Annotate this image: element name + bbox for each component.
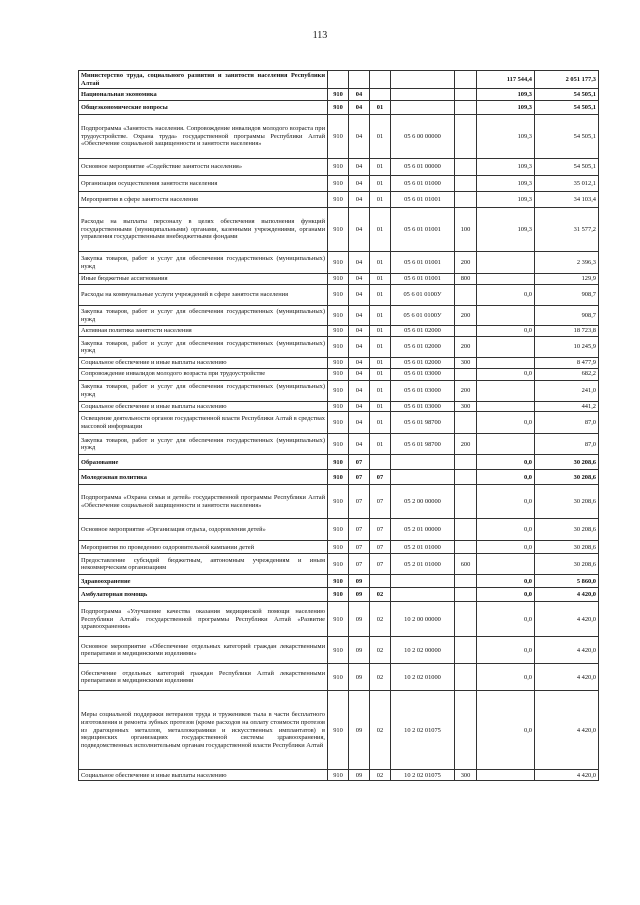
row-admin-code [328,71,349,89]
row-subsection-code: 01 [370,326,391,337]
row-total-amount: 441,2 [535,401,599,412]
row-total-amount: 30 208,6 [535,554,599,575]
row-admin-code: 910 [328,602,349,637]
table-row [79,664,599,691]
row-expense-code [455,541,477,554]
row-change-amount: 0,0 [477,664,535,691]
row-target-code: 05 6 01 01001 [391,274,455,285]
row-change-amount [477,358,535,369]
row-subsection-code [370,71,391,89]
row-name: Иные бюджетные ассигнования [79,274,328,285]
row-expense-code: 100 [455,208,477,252]
row-change-amount: 0,0 [477,602,535,637]
row-subsection-code: 01 [370,285,391,306]
row-subsection-code: 01 [370,337,391,358]
row-section-code: 04 [349,101,370,115]
row-expense-code [455,588,477,602]
row-subsection-code: 02 [370,770,391,781]
row-admin-code: 910 [328,89,349,101]
row-section-code: 07 [349,470,370,485]
row-name: Общеэкономические вопросы [79,101,328,115]
row-target-code [391,470,455,485]
row-target-code: 05 2 01 01000 [391,541,455,554]
row-section-code: 09 [349,588,370,602]
row-subsection-code: 02 [370,637,391,664]
row-section-code: 07 [349,519,370,541]
row-admin-code: 910 [328,575,349,588]
row-change-amount: 109,3 [477,159,535,176]
row-expense-code [455,455,477,470]
row-target-code: 10 2 02 01075 [391,691,455,770]
row-subsection-code: 01 [370,208,391,252]
row-name: Образование [79,455,328,470]
row-target-code [391,89,455,101]
row-total-amount: 4 420,0 [535,691,599,770]
table-row [79,485,599,519]
row-target-code: 05 2 01 00000 [391,519,455,541]
row-target-code: 05 6 01 02000 [391,326,455,337]
row-target-code: 05 6 01 02000 [391,358,455,369]
row-section-code: 04 [349,252,370,274]
row-change-amount: 109,3 [477,208,535,252]
table-row [79,337,599,358]
table-row [79,208,599,252]
row-admin-code: 910 [328,664,349,691]
row-change-amount: 0,0 [477,541,535,554]
row-change-amount [477,337,535,358]
row-change-amount [477,401,535,412]
row-change-amount: 0,0 [477,368,535,380]
row-name: Молодежная политика [79,470,328,485]
row-total-amount: 5 860,0 [535,575,599,588]
row-section-code: 09 [349,664,370,691]
row-section-code: 04 [349,337,370,358]
table-row [79,588,599,602]
row-target-code: 10 2 02 01000 [391,664,455,691]
row-subsection-code: 07 [370,554,391,575]
row-subsection-code: 07 [370,519,391,541]
row-target-code: 05 6 01 01001 [391,192,455,208]
row-change-amount [477,252,535,274]
row-name: Предоставление субсидий бюджетным, автономным учреждениям и иным некоммерческим организациям [79,554,328,575]
row-expense-code [455,575,477,588]
row-section-code: 04 [349,358,370,369]
row-expense-code [455,470,477,485]
row-section-code: 09 [349,691,370,770]
row-admin-code: 910 [328,554,349,575]
table-row [79,252,599,274]
row-admin-code: 910 [328,401,349,412]
row-name: Социальное обеспечение и иные выплаты населению [79,358,328,369]
row-admin-code: 910 [328,380,349,401]
table-row [79,380,599,401]
table-row [79,554,599,575]
row-total-amount: 30 208,6 [535,470,599,485]
row-change-amount: 109,3 [477,115,535,159]
row-name: Национальная экономика [79,89,328,101]
row-change-amount: 0,0 [477,326,535,337]
row-name: Социальное обеспечение и иные выплаты населению [79,401,328,412]
row-subsection-code: 02 [370,691,391,770]
row-total-amount: 4 420,0 [535,637,599,664]
table-row [79,285,599,306]
row-expense-code [455,519,477,541]
row-expense-code [455,691,477,770]
row-expense-code [455,115,477,159]
row-subsection-code: 01 [370,434,391,455]
row-section-code: 04 [349,380,370,401]
row-total-amount: 54 505,1 [535,101,599,115]
row-change-amount: 0,0 [477,470,535,485]
row-expense-code: 300 [455,358,477,369]
row-name: Активная политика занятости населения [79,326,328,337]
row-target-code: 10 2 02 00000 [391,637,455,664]
row-total-amount: 54 505,1 [535,159,599,176]
row-admin-code: 910 [328,176,349,192]
table-row [79,770,599,781]
row-subsection-code: 01 [370,358,391,369]
row-admin-code: 910 [328,159,349,176]
table-row [79,575,599,588]
row-section-code: 04 [349,326,370,337]
row-change-amount: 0,0 [477,519,535,541]
row-name: Министерство труда, социального развития и занятости населения Республики Алтай [79,71,328,89]
row-expense-code: 300 [455,401,477,412]
table-row [79,159,599,176]
budget-table [78,70,599,781]
row-change-amount [477,434,535,455]
row-admin-code: 910 [328,326,349,337]
row-name: Закупка товаров, работ и услуг для обеспечения государственных (муниципальных) нужд [79,306,328,326]
row-change-amount: 0,0 [477,691,535,770]
row-name: Подпрограмма «Охрана семьи и детей» государственной программы Республики Алтай «Обеспечение социальной защищенности и занятости населения» [79,485,328,519]
row-total-amount: 35 012,1 [535,176,599,192]
row-section-code: 04 [349,401,370,412]
row-subsection-code: 01 [370,274,391,285]
row-section-code: 09 [349,770,370,781]
row-change-amount: 109,3 [477,176,535,192]
row-name: Сопровождение инвалидов молодого возраста при трудоустройстве [79,368,328,380]
row-section-code: 04 [349,434,370,455]
row-name: Мероприятия в сфере занятости населения [79,192,328,208]
row-name: Социальное обеспечение и иные выплаты населению [79,770,328,781]
row-name: Мероприятия по проведению оздоровительной кампании детей [79,541,328,554]
row-section-code: 07 [349,455,370,470]
row-total-amount: 8 477,9 [535,358,599,369]
row-subsection-code: 07 [370,470,391,485]
row-change-amount: 109,3 [477,89,535,101]
row-expense-code [455,326,477,337]
row-total-amount: 30 208,6 [535,519,599,541]
row-expense-code: 600 [455,554,477,575]
row-total-amount: 87,0 [535,412,599,434]
table-row [79,368,599,380]
row-admin-code: 910 [328,637,349,664]
row-admin-code: 910 [328,368,349,380]
row-total-amount: 10 245,9 [535,337,599,358]
row-change-amount [477,770,535,781]
row-subsection-code [370,455,391,470]
row-target-code: 05 6 01 01001 [391,208,455,252]
table-row [79,637,599,664]
row-target-code: 05 6 00 00000 [391,115,455,159]
row-expense-code [455,368,477,380]
row-expense-code [455,176,477,192]
row-admin-code: 910 [328,455,349,470]
row-name: Организация осуществления занятости населения [79,176,328,192]
row-name: Здравоохранение [79,575,328,588]
row-subsection-code: 01 [370,159,391,176]
row-name: Основное мероприятие «Обеспечение отдельных категорий граждан лекарственными препаратами и медицинскими изделиями» [79,637,328,664]
row-target-code: 05 6 01 98700 [391,412,455,434]
row-expense-code [455,192,477,208]
row-subsection-code: 01 [370,401,391,412]
row-admin-code: 910 [328,337,349,358]
row-admin-code: 910 [328,252,349,274]
row-target-code: 05 6 01 00000 [391,159,455,176]
row-total-amount: 4 420,0 [535,588,599,602]
table-row [79,176,599,192]
row-expense-code [455,485,477,519]
table-row [79,691,599,770]
table-row [79,412,599,434]
row-change-amount: 0,0 [477,637,535,664]
row-total-amount: 18 723,8 [535,326,599,337]
row-total-amount: 2 051 177,3 [535,71,599,89]
row-target-code: 05 6 01 0100У [391,306,455,326]
row-total-amount: 908,7 [535,306,599,326]
row-section-code: 07 [349,541,370,554]
row-admin-code: 910 [328,208,349,252]
row-admin-code: 910 [328,470,349,485]
table-row [79,101,599,115]
row-admin-code: 910 [328,101,349,115]
row-change-amount: 0,0 [477,455,535,470]
row-total-amount: 30 208,6 [535,485,599,519]
table-row [79,71,599,89]
row-expense-code: 800 [455,274,477,285]
row-name: Обеспечение отдельных категорий граждан Республики Алтай лекарственными препаратами и медицинскими изделиями [79,664,328,691]
row-expense-code [455,637,477,664]
row-expense-code: 300 [455,770,477,781]
row-change-amount: 109,3 [477,101,535,115]
table-row [79,401,599,412]
row-subsection-code: 07 [370,541,391,554]
row-name: Подпрограмма «Улучшение качества оказания медицинской помощи населению Республики Алтай» государственной программы Республики Алтай «Развитие здравоохранения» [79,602,328,637]
row-target-code: 05 6 01 02000 [391,337,455,358]
row-section-code: 04 [349,285,370,306]
row-subsection-code: 01 [370,306,391,326]
row-total-amount: 908,7 [535,285,599,306]
table-row [79,455,599,470]
row-name: Меры социальной поддержки ветеранов труда и тружеников тыла в части бесплатного изготовления и ремонта зубных протезов (кроме расходов на оплату стоимости протезов из драгоценных металлов, металлокерамики и искусственных имплантатов) в медицинских организациях государственной системы здравоохранения, подведомственных исполнительным органам государственной власти Республики Алтай [79,691,328,770]
row-admin-code: 910 [328,192,349,208]
row-change-amount [477,380,535,401]
row-change-amount [477,306,535,326]
row-change-amount: 0,0 [477,485,535,519]
row-total-amount: 129,9 [535,274,599,285]
row-section-code: 09 [349,575,370,588]
row-subsection-code: 02 [370,588,391,602]
row-total-amount: 241,0 [535,380,599,401]
row-admin-code: 910 [328,519,349,541]
row-change-amount: 0,0 [477,412,535,434]
row-admin-code: 910 [328,541,349,554]
row-change-amount [477,274,535,285]
row-section-code: 04 [349,192,370,208]
row-expense-code [455,285,477,306]
row-admin-code: 910 [328,434,349,455]
table-row [79,434,599,455]
page-number: 113 [312,30,328,41]
row-section-code: 04 [349,159,370,176]
table-row [79,89,599,101]
row-expense-code: 200 [455,434,477,455]
row-total-amount: 54 505,1 [535,89,599,101]
row-expense-code: 200 [455,337,477,358]
row-total-amount: 2 396,3 [535,252,599,274]
table-row [79,192,599,208]
row-name: Амбулаторная помощь [79,588,328,602]
table-row [79,326,599,337]
row-total-amount: 4 420,0 [535,770,599,781]
row-expense-code [455,664,477,691]
row-section-code: 07 [349,554,370,575]
row-subsection-code [370,575,391,588]
table-row [79,541,599,554]
row-target-code: 10 2 02 01075 [391,770,455,781]
row-target-code: 05 6 01 03000 [391,401,455,412]
row-target-code [391,101,455,115]
table-row [79,602,599,637]
row-target-code: 05 6 01 01001 [391,252,455,274]
table-row [79,519,599,541]
row-section-code: 04 [349,176,370,192]
row-expense-code [455,71,477,89]
row-admin-code: 910 [328,770,349,781]
row-target-code [391,71,455,89]
row-expense-code: 200 [455,252,477,274]
row-target-code: 05 2 01 01000 [391,554,455,575]
row-change-amount: 109,3 [477,192,535,208]
row-target-code: 05 6 01 03000 [391,380,455,401]
row-target-code: 05 2 00 00000 [391,485,455,519]
row-change-amount: 0,0 [477,285,535,306]
row-target-code: 05 6 01 0100У [391,285,455,306]
row-name: Расходы на коммунальные услуги учреждений в сфере занятости населения [79,285,328,306]
row-target-code [391,588,455,602]
row-admin-code: 910 [328,358,349,369]
row-name: Закупка товаров, работ и услуг для обеспечения государственных (муниципальных) нужд [79,252,328,274]
row-expense-code [455,101,477,115]
row-subsection-code: 01 [370,101,391,115]
row-subsection-code: 01 [370,412,391,434]
table-row [79,306,599,326]
row-name: Расходы на выплаты персоналу в целях обеспечения выполнения функций государственными (муниципальными) органами, казенными учреждениями, органами управления государственными внебюджетными фондами [79,208,328,252]
row-total-amount: 31 577,2 [535,208,599,252]
row-name: Закупка товаров, работ и услуг для обеспечения государственных (муниципальных) нужд [79,434,328,455]
row-section-code: 09 [349,602,370,637]
row-total-amount: 4 420,0 [535,664,599,691]
row-name: Подпрограмма «Занятость населения. Сопровождение инвалидов молодого возраста при трудоустройстве. Охрана труда» государственной программы Республики Алтай «Обеспечение социальной защищенности и занятости населения» [79,115,328,159]
row-target-code: 10 2 00 00000 [391,602,455,637]
row-section-code: 09 [349,637,370,664]
table-row [79,470,599,485]
row-section-code: 04 [349,208,370,252]
row-subsection-code: 01 [370,115,391,159]
row-change-amount: 117 544,4 [477,71,535,89]
row-target-code: 05 6 01 98700 [391,434,455,455]
row-change-amount [477,554,535,575]
row-subsection-code: 02 [370,602,391,637]
row-subsection-code: 01 [370,252,391,274]
row-total-amount: 54 505,1 [535,115,599,159]
row-admin-code: 910 [328,274,349,285]
row-change-amount: 0,0 [477,588,535,602]
row-expense-code [455,159,477,176]
row-section-code: 04 [349,412,370,434]
row-subsection-code: 01 [370,176,391,192]
row-section-code: 04 [349,274,370,285]
row-admin-code: 910 [328,285,349,306]
row-section-code [349,71,370,89]
row-change-amount: 0,0 [477,575,535,588]
row-name: Закупка товаров, работ и услуг для обеспечения государственных (муниципальных) нужд [79,337,328,358]
row-expense-code: 200 [455,306,477,326]
table-row [79,358,599,369]
row-admin-code: 910 [328,588,349,602]
row-total-amount: 4 420,0 [535,602,599,637]
row-subsection-code [370,89,391,101]
row-total-amount: 34 103,4 [535,192,599,208]
row-target-code: 05 6 01 03000 [391,368,455,380]
row-section-code: 04 [349,89,370,101]
row-admin-code: 910 [328,115,349,159]
row-expense-code [455,412,477,434]
row-subsection-code: 01 [370,192,391,208]
row-expense-code [455,89,477,101]
row-subsection-code: 01 [370,380,391,401]
row-target-code [391,455,455,470]
table-row [79,115,599,159]
row-section-code: 04 [349,368,370,380]
row-name: Освещение деятельности органов государственной власти Республики Алтай в средствах массовой информации [79,412,328,434]
row-expense-code: 200 [455,380,477,401]
row-section-code: 07 [349,485,370,519]
row-total-amount: 87,0 [535,434,599,455]
row-admin-code: 910 [328,306,349,326]
row-section-code: 04 [349,115,370,159]
row-name: Основное мероприятие «Организация отдыха, оздоровления детей» [79,519,328,541]
row-total-amount: 682,2 [535,368,599,380]
row-name: Закупка товаров, работ и услуг для обеспечения государственных (муниципальных) нужд [79,380,328,401]
row-admin-code: 910 [328,485,349,519]
row-admin-code: 910 [328,691,349,770]
row-section-code: 04 [349,306,370,326]
row-name: Основное мероприятие «Содействие занятости населения» [79,159,328,176]
row-total-amount: 30 208,6 [535,455,599,470]
row-target-code: 05 6 01 01000 [391,176,455,192]
table-row [79,274,599,285]
row-admin-code: 910 [328,412,349,434]
row-subsection-code: 01 [370,368,391,380]
row-total-amount: 30 208,6 [535,541,599,554]
row-target-code [391,575,455,588]
row-expense-code [455,602,477,637]
row-subsection-code: 02 [370,664,391,691]
row-subsection-code: 07 [370,485,391,519]
